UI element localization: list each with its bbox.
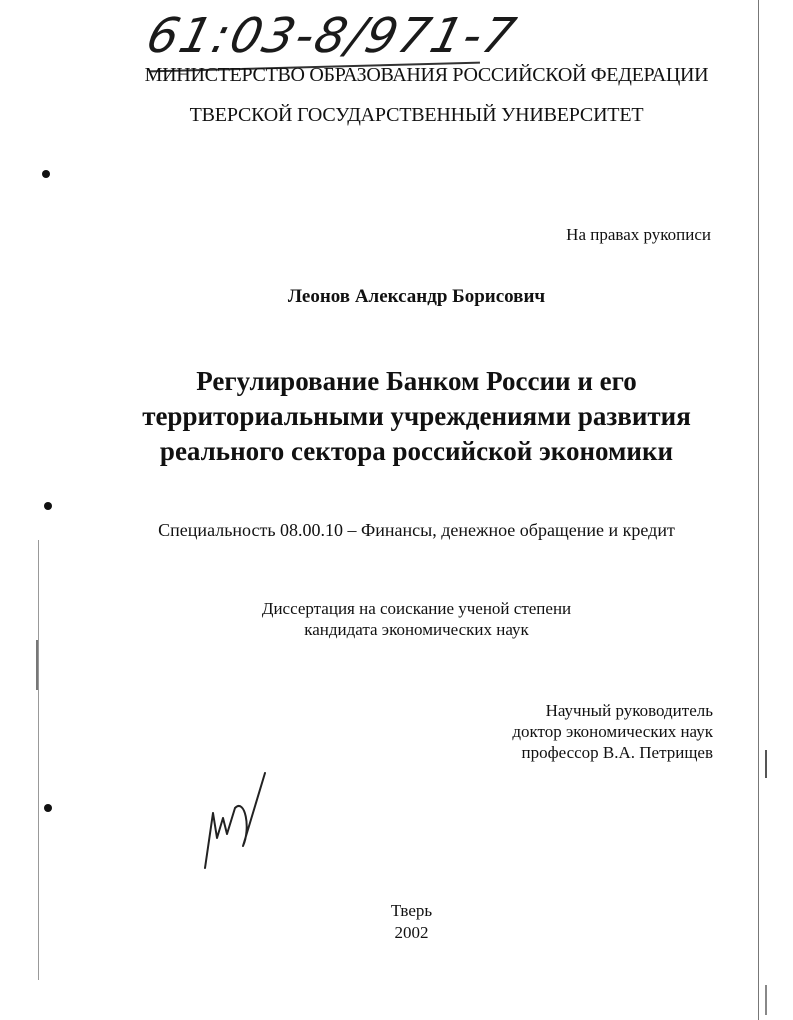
city-year <box>30 900 793 944</box>
supervisor-line: доктор экономических наук <box>512 722 713 741</box>
supervisor-block <box>512 700 713 763</box>
handwritten-signature <box>195 768 275 878</box>
degree-line: кандидата экономических наук <box>304 620 529 639</box>
binding-hole-mark <box>42 170 50 178</box>
scan-left-edge <box>38 540 39 980</box>
scan-artifact <box>765 985 767 1015</box>
degree-line: Диссертация на соискание ученой степени <box>261 599 572 618</box>
supervisor-line: профессор В.А. Петрищев <box>521 743 713 762</box>
binding-hole-mark <box>44 804 52 812</box>
manuscript-note: На правах рукописи <box>566 225 711 244</box>
dissertation-title <box>20 364 793 469</box>
speciality-line: Специальность 08.00.10 – Финансы, денежное обращение и кредит <box>158 520 675 540</box>
scan-page-edge <box>758 0 759 1020</box>
binding-hole-mark <box>44 502 52 510</box>
supervisor-line: Научный руководитель <box>545 701 713 720</box>
city-name: Тверь <box>390 901 433 920</box>
degree-statement <box>40 598 793 640</box>
year: 2002 <box>394 923 429 942</box>
title-line: реального сектора российской экономики <box>159 436 674 466</box>
archive-number-handwritten: 61:03-8/971-7 <box>141 8 523 64</box>
title-line: Регулирование Банком России и его <box>196 366 637 396</box>
scan-artifact <box>36 640 38 690</box>
university-heading: ТВЕРСКОЙ ГОСУДАРСТВЕННЫЙ УНИВЕРСИТЕТ <box>189 104 644 126</box>
scan-artifact <box>765 750 767 778</box>
author-name: Леонов Александр Борисович <box>287 286 546 307</box>
title-line: территориальными учреждениями развития <box>142 401 691 431</box>
ministry-heading: МИНИСТЕРСТВО ОБРАЗОВАНИЯ РОССИЙСКОЙ ФЕДЕРАЦИИ <box>144 64 709 86</box>
